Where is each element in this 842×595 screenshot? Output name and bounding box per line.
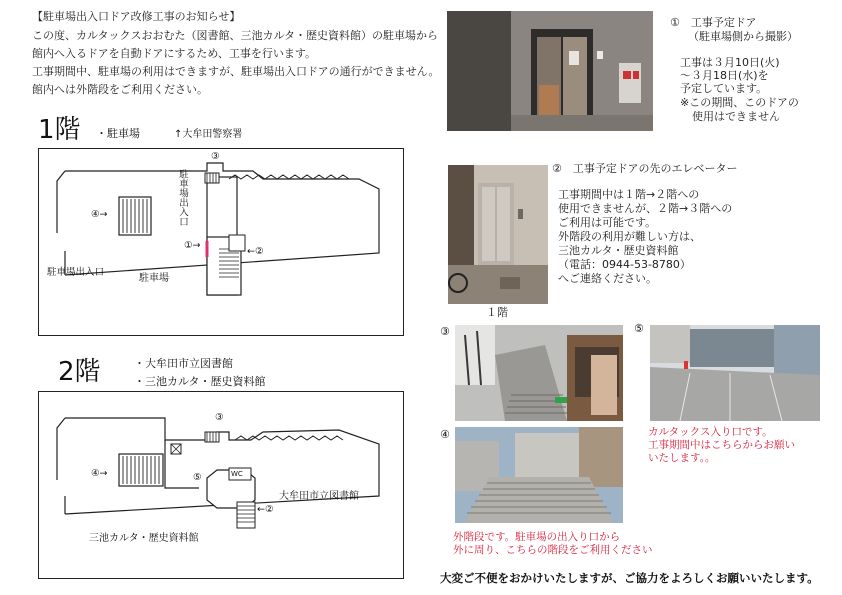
notice-line-4: 館内へは外階段をご利用ください。 — [32, 83, 208, 96]
photo4-caption-2: 外に周り、こちらの階段をご利用ください — [453, 544, 653, 556]
notice-line-1: この度、カルタックスおおむた（図書館、三池カルタ・歴史資料館）の駐車場から — [32, 29, 439, 42]
photo2-caption-3: 使用できませんが、２階→３階への — [558, 202, 733, 215]
floor2-number: 2階 — [58, 357, 101, 387]
police-direction: ↑大牟田警察署 — [174, 129, 243, 140]
photo4-number: ④ — [440, 428, 450, 441]
floor2-museum: 三池カルタ・歴史資料館 — [89, 533, 199, 544]
photo2-caption-4: ご利用は可能です。 — [558, 216, 657, 229]
photo-door — [447, 11, 653, 131]
floor2-marker-4: ④→ — [91, 468, 108, 479]
floor1-marker-1: ①→ — [184, 240, 201, 251]
floor2-marker-3: ③ — [215, 412, 224, 423]
photo-stairs-3 — [455, 325, 623, 421]
photo5-caption-3: いたします。。 — [648, 452, 716, 464]
photo-entrance-5 — [650, 325, 820, 421]
floor1-parking: 駐車場 — [139, 273, 169, 284]
floor1-marker-4: ④→ — [91, 209, 108, 220]
photo2-caption-1: ② 工事予定ドアの先のエレベーター — [552, 162, 738, 175]
closing-message: 大変ご不便をおかけいたしますが、ご協力をよろしくお願いいたします。 — [440, 571, 819, 585]
photo2-caption-5: 外階段の利用が難しい方は、 — [558, 230, 701, 243]
photo2-caption-8: へご連絡ください。 — [558, 272, 657, 285]
photo1-caption-5: 予定しています。 — [680, 82, 768, 95]
floor2-marker-5: ⑤ — [193, 472, 202, 483]
photo1-caption-7: 使用はできません — [692, 110, 780, 123]
photo1-caption-2: （駐車場側から撮影） — [688, 30, 798, 43]
floor1-marker-2: ←② — [247, 246, 264, 257]
floor2-marker-2: ←② — [257, 504, 274, 515]
photo1-caption-4: ～３月18日(水)を — [680, 69, 769, 82]
photo5-caption-1: カルタックス入り口です。 — [648, 426, 773, 438]
floor2-map — [38, 391, 404, 579]
photo2-caption-7: （電話：0944-53-8780） — [558, 258, 691, 271]
floor1-map-drawing — [39, 149, 403, 335]
notice-line-2: 館内へ入るドアを自動ドアにするため、工事を行います。 — [32, 47, 317, 60]
photo2-caption-6: 三池カルタ・歴史資料館 — [558, 244, 679, 257]
floor1-number: 1階 — [38, 115, 81, 145]
photo2-label: １階 — [486, 306, 508, 319]
photo5-number: ⑤ — [634, 322, 644, 335]
photo-elevator — [448, 165, 548, 304]
photo5-caption-2: 工事期間中はこちらからお願い — [648, 439, 795, 451]
floor2-caption-2: ・三池カルタ・歴史資料館 — [134, 375, 266, 388]
photo3-number: ③ — [440, 325, 450, 338]
floor1-caption: ・駐車場 — [96, 127, 140, 140]
floor2-wc: WC — [231, 470, 243, 478]
photo-stairs-4 — [455, 427, 623, 523]
floor1-entrance-left: 駐車場出入口 — [47, 267, 105, 278]
floor2-library: 大牟田市立図書館 — [279, 491, 359, 502]
floor1-marker-3: ③ — [211, 151, 220, 162]
floor1-entrance-vertical: 駐車場出入口 — [177, 169, 188, 226]
photo1-caption-6: ※この期間、このドアの — [680, 96, 799, 109]
photo1-caption-1: ① 工事予定ドア — [670, 16, 757, 29]
notice-title: 【駐車場出入口ドア改修工事のお知らせ】 — [32, 10, 241, 23]
photo4-caption-1: 外階段です。駐車場の出入り口から — [453, 531, 621, 543]
floor1-map — [38, 148, 404, 336]
photo1-caption-3: 工事は３月10日(火) — [680, 56, 780, 69]
floor2-caption-1: ・大牟田市立図書館 — [134, 357, 233, 370]
notice-line-3: 工事期間中、駐車場の利用はできますが、駐車場出入口ドアの通行ができません。 — [32, 65, 440, 78]
photo2-caption-2: 工事期間中は１階→２階への — [558, 188, 700, 201]
